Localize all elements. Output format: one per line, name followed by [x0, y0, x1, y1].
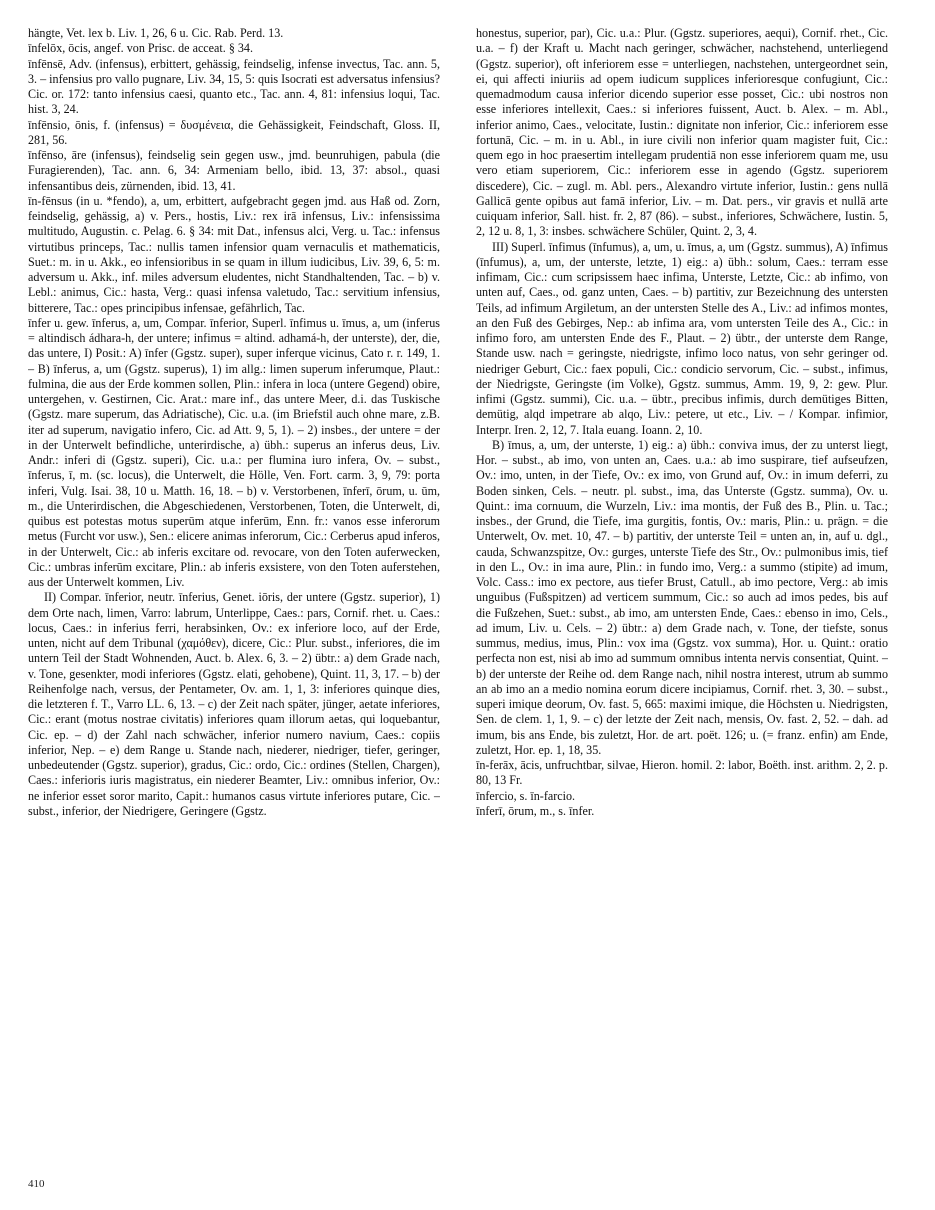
entry-infer-superlative: III) Superl. īnfimus (īnfumus), a, um, u. īmus, a, um (Ggstz. summus), A) īnfimus (īnfumus), a, um, der unterste, letzte, 1) eig.: a) übh.: solum, Caes.: terram esse infimam, Cic.: cum scripsissem haec infima, Unterste, Letzte, Cic.: ab infimo, von unten auf, Caes., od. ganz unten, Caes. – b) partitiv, zur Bezeichnung des untersten Teils, ad infimum Argiletum, an der untersten Stelle des A., Liv.: ad infimos montes, an den Fuß des Gebirges, Nep.: ab infima ara, vom untersten Teile des A., Cic.: in infimo foro, am untersten Ende des F., Plaut. – 2) übtr., der unterste dem Range, Stande usw. nach = geringste, niedrigste, infimo loco natus, von sehr geringer od. niedriger Geburt, Cic.: faex populi, Cic.: condicio servorum, Cic. – subst., infimus, der Niedrigste, Geringste (im Volke), Ggstz. summus, Amm. 19, 9, 2: gew. Plur. infimi (Ggstz. summi), Cic. u.a. – übtr., precibus infimis, durch demütiges Bitten, demütig, alqd impetrare ab alqo, Liv.: petere, ut etc., Liv. – / Kompar. infimior, Interpr. Iren. 2, 12, 7. Itala euang. Ioann. 2, 10. [476, 239, 888, 437]
left-column [28, 26, 440, 1176]
entry-imus: B) īmus, a, um, der unterste, 1) eig.: a) übh.: conviva imus, der zu unterst liegt, Hor. – subst., ab imo, von unten an, Caes. u.a.: ab imo suspirare, tief aufseufzen, Ov.: imo, unten, in der Tiefe, Ov.: ex imo, von Grund auf, Ov.: in imum deferri, zu Boden sinken, Cels. – neutr. pl. subst., ima, das Unterste (Ggstz. summa), Ov. u. Quint.: ima cornuum, die Wurzeln, Liv.: ima montis, der Fuß des B., Plin. u. Tac.; insbes., der Grund, die Tiefe, ima gurgitis, fontis, Ov.: maris, Plin.: u. prägn. = die Unterwelt, Ov. met. 10, 47. – b) partitiv, der unterste Teil = unten an, in, auf u. dgl., cauda, Schwanzspitze, Ov.: gurges, unterste Tiefe des Str., Ov.: pulmonibus imis, tief in den L., Ov.: in ima aure, Plin.: in fundo imo, Verg.: a summo (stipite) ad imum, Volc. Cass.: imo ex pectore, aus tiefer Brust, Catull., ab imo pectore, Verg.: ab imis unguibus (Fußspitzen) ad verticem summum, Cic.: so auch ad imos pedes, bis auf die Fußzehen, Suet.: subst., ab imo, am untersten Ende, Caes.: ebenso in imo, Cels., ad imum, Liv. u. Cels. – 2) übtr.: a) dem Grade nach, v. Tone, der tiefste, sonus summus, medius, imus, Plin.: vox ima (Ggstz. vox summa), Hor. u. Quint.: oratio perfecta non est, nisi ab imo ad summum omnibus intenta nervis consentiat, Quint. – b) der unterste der Reihe od. dem Range nach, nihil nostra interest, utrum ab summo an ab imo an a medio nomina eorum dicere incipiamus, Cornif. rhet. 3, 30. – subst., superi imique deorum, Ov. fast. 5, 665: maximi imique, die Höchsten u. Niedrigsten, Sen. de clem. 1, 1, 9. – c) der letzte der Zeit nach, mensis, Ov. fast. 2, 52. – dah. ad imum, bis ans Ende, bis zuletzt, Hor. de art. poët. 126; u. (= franz. enfin) am Ende, zuletzt, Hor. ep. 1, 18, 35. [476, 437, 888, 757]
entry-infensus: īn-fēnsus (in u. *fendo), a, um, erbittert, aufgebracht gegen jmd. aus Haß od. Zorn, feindselig, gehässig, a) v. Pers., hostis, Liv.: rex irā infensus, Liv.: infensissima multitudo, Augustin. c. Pelag. 6. § 34: mit Dat., infensus alci, Verg. u. Tac.: infensus virtutibus princeps, Tac.: nullis tamen infensior quam vernaculis et mathematicis, Suet.: m. in u. Akk., eo infensioribus in se quam in illum iudicibus, Liv. 39, 6, 5: m. adversum u. Akk., inf. miles adversum eludentes, nicht Standhaltenden, Tac. – b) v. Lebl.: animus, Cic.: hasta, Verg.: quasi infensa valetudo, Tac.: servitium infensius, bitterere, Tac.: opes principibus infensae, gefährlich, Tac. [28, 193, 440, 315]
entry-infer-comparative: II) Compar. īnferior, neutr. īnferius, Genet. iōris, der untere (Ggstz. superior), 1) dem Orte nach, limen, Varro: labrum, Unterlippe, Caes.: pars, Cornif. rhet. u. Caes.: locus, Caes.: in inferius ferri, herabsinken, Ov.: ex inferiore loco, auf der Erde, unten, nicht auf dem Tribunal (χαμόθεν), dicere, Cic.: Plur. subst., inferiores, die im untern Teil der Stadt Wohnenden, Auct. b. Alex. 6, 3. – 2) übtr.: a) dem Grade nach, v. Tone, gesenkter, modi inferiores (Ggstz. elati, gehobene), Quint. 11, 3, 17. – b) der Reihenfolge nach, versus, der Pentameter, Ov. am. 1, 1, 3: inferiores quinque dies, die letzteren f. T., Varro LL. 6, 13. – c) der Zeit nach später, jünger, aetate inferiores, Cic.: erant (motus nostrae civitatis) inferiores quam illorum aetas, qui loquebantur, Cic. ep. – d) der Zahl nach schwächer, inferior numero navium, Caes.: copiis inferior, Nep. – e) dem Range u. Stande nach, niederer, niedriger, tiefer, geringer, unbedeutender (Ggstz. superior), gradus, Cic.: ordo, Cic.: ordines (Stellen, Chargen), Caes.: inferioris iuris magistratus, ein niederer Beamter, Liv.: omnibus inferior, Ov.: ne inferior esset soror marito, Capit.: humanos casus virtute inferiores putare, Cic. – subst., inferior, der Niedrigere, Geringere (Ggstz. [28, 590, 440, 818]
entry-inferax: īn-ferāx, ācis, unfruchtbar, silvae, Hieron. homil. 2: labor, Boëth. inst. arithm. 2, 2. p. 80, 13 Fr. [476, 758, 888, 788]
dictionary-page [28, 26, 906, 1191]
entry-inferior-continuation: honestus, superior, par), Cic. u.a.: Plur. (Ggstz. superiores, aequi), Cornif. rhet., Cic. u.a. – f) der Kraft u. Macht nach geringer, schwächer, nachstehend, unterliegend (Ggstz. superior), oft inferiorem esse = unterliegen, nachstehen, untergeordnet sein, ei, qui affecti iniuriis ad opem iudicum supplices inferioresque confugiunt, Cic.: quemadmodum causa inferior dicendo superior esse posset, Cic.: ubi nostros non esse inferiores intellexit, Caes.: si inferiores fuissent, Auct. b. Alex. – m. Abl., inferior animo, Caes., velocitate, Iustin.: dignitate non inferior, Cic.: inferiorem esse fortunā, Cic. – m. in u. Abl., in iure civili non inferior quam magister fuit, Cic.: quem ego in hoc praesertim intellegam prudentiā non esse inferiorem quam me, usu vero etiam superiorem, Cic.: inferiorem esse in agendo (Ggstz. superiorem discedere), Cic. – zugl. m. Abl. pers., Alexandro virtute inferior, Iustin.: gens nullā Gallicā gente opibus aut famā inferior, Liv. – m. Dat. pers., vir gravis et nullā arte cuiquam inferior, Sall. hist. fr. 2, 87 (86). – subst., inferiores, Schwächere, Iustin. 5, 2, 12 u. 8, 1, 3: insbes. schwächere Schüler, Quint. 2, 3, 4. [476, 26, 888, 239]
entry-infensio: īnfēnsio, ōnis, f. (infensus) = δυσμένεια, die Gehässigkeit, Feindschaft, Gloss. II, 281, 56. [28, 117, 440, 147]
entry-inferi: īnferī, ōrum, m., s. īnfer. [476, 803, 595, 818]
page-number: 410 [28, 1178, 45, 1190]
entry-infense: īnfēnsē, Adv. (infensus), erbittert, gehässig, feindselig, infense invectus, Tac. ann. 5, 3. – infensius pro vallo pugnare, Liv. 34, 15, 5: quis Isocrati est adversatus infensius? Cic. or. 172: tanto infensius caesi, quanto etc., Tac. ann. 4, 81: infensius loqui, Tac. hist. 3, 24. [28, 56, 440, 117]
entry-infenso: īnfēnso, āre (infensus), feindselig sein gegen usw., jmd. beunruhigen, pabula (die Furagierenden), Tac. ann. 6, 34: Armeniam bello, ibid. 13, 37: absol., quasi infensantibus deis, zürnenden, ibid. 13, 41. [28, 148, 440, 193]
right-column [476, 26, 888, 1176]
entry-continuation: hängte, Vet. lex b. Liv. 1, 26, 6 u. Cic. Rab. Perd. 13. [28, 26, 284, 40]
entry-infer: īnfer u. gew. īnferus, a, um, Compar. īnferior, Superl. īnfimus u. īmus, a, um (inferus = altindisch ádhara-h, der untere; infimus = altind. adhamá-h, der unterste), der, die, das untere, I) Posit.: A) īnfer (Ggstz. super), super inferque vicinus, Cato r. r. 149, 1. – B) īnferus, a, um (Ggstz. superus), 1) im allg.: limen superum inferumque, Plaut.: fulmina, die aus der Erde kommen sollen, Plin.: infera in loca (untere Gegend) obire, untergehen, v. Gestirnen, Cic. Arat.: mare inf., das untere Meer, d.i. das Tuskische (Ggstz. mare superum, das Adriatische), Cic. u.a. (im Briefstil auch ohne mare, z.B. iter ad superum, navigatio infero, Cic. ad Att. 9, 5, 1). – 2) insbes., der untere = der in der Unterwelt befindliche, unterirdische, a) übh.: superus an inferus deus, Liv. Andr.: inferi di (Ggstz. superi), Cic. u.a.: per flumina iuro infera, Ov. – subst., īnferus, ī, m. (sc. locus), die Unterwelt, die Hölle, Ven. Fort. carm. 3, 9, 79: porta inferi, Vulg. Isai. 38, 10 u. Matth. 16, 18. – b) v. Verstorbenen, īnferī, ōrum, u. ūm, m., die Unterirdischen, die Abgeschiedenen, Verstorbenen, Toten, die Unterwelt, di, quibus est potestas motus superūm atque inferūm, Enn. fr.: vanos esse inferorum metus (Furcht vor usw.), Sen.: elicere animas inferorum, Cic.: Cerberus apud inferos, in der Unterwelt, Cic.: ab inferis excitare od. revocare, von den Toten auferwecken, Cic.: umbras inferūm excitare, Plin.: ab inferis exsistere, von den Toten auferstehen, aus der Unterwelt kommen, Liv. [28, 315, 440, 589]
entry-infelox: īnfelōx, ōcis, angef. von Prisc. de acceat. § 34. [28, 41, 254, 56]
entry-infercio: īnfercio, s. īn-farcio. [476, 788, 576, 803]
